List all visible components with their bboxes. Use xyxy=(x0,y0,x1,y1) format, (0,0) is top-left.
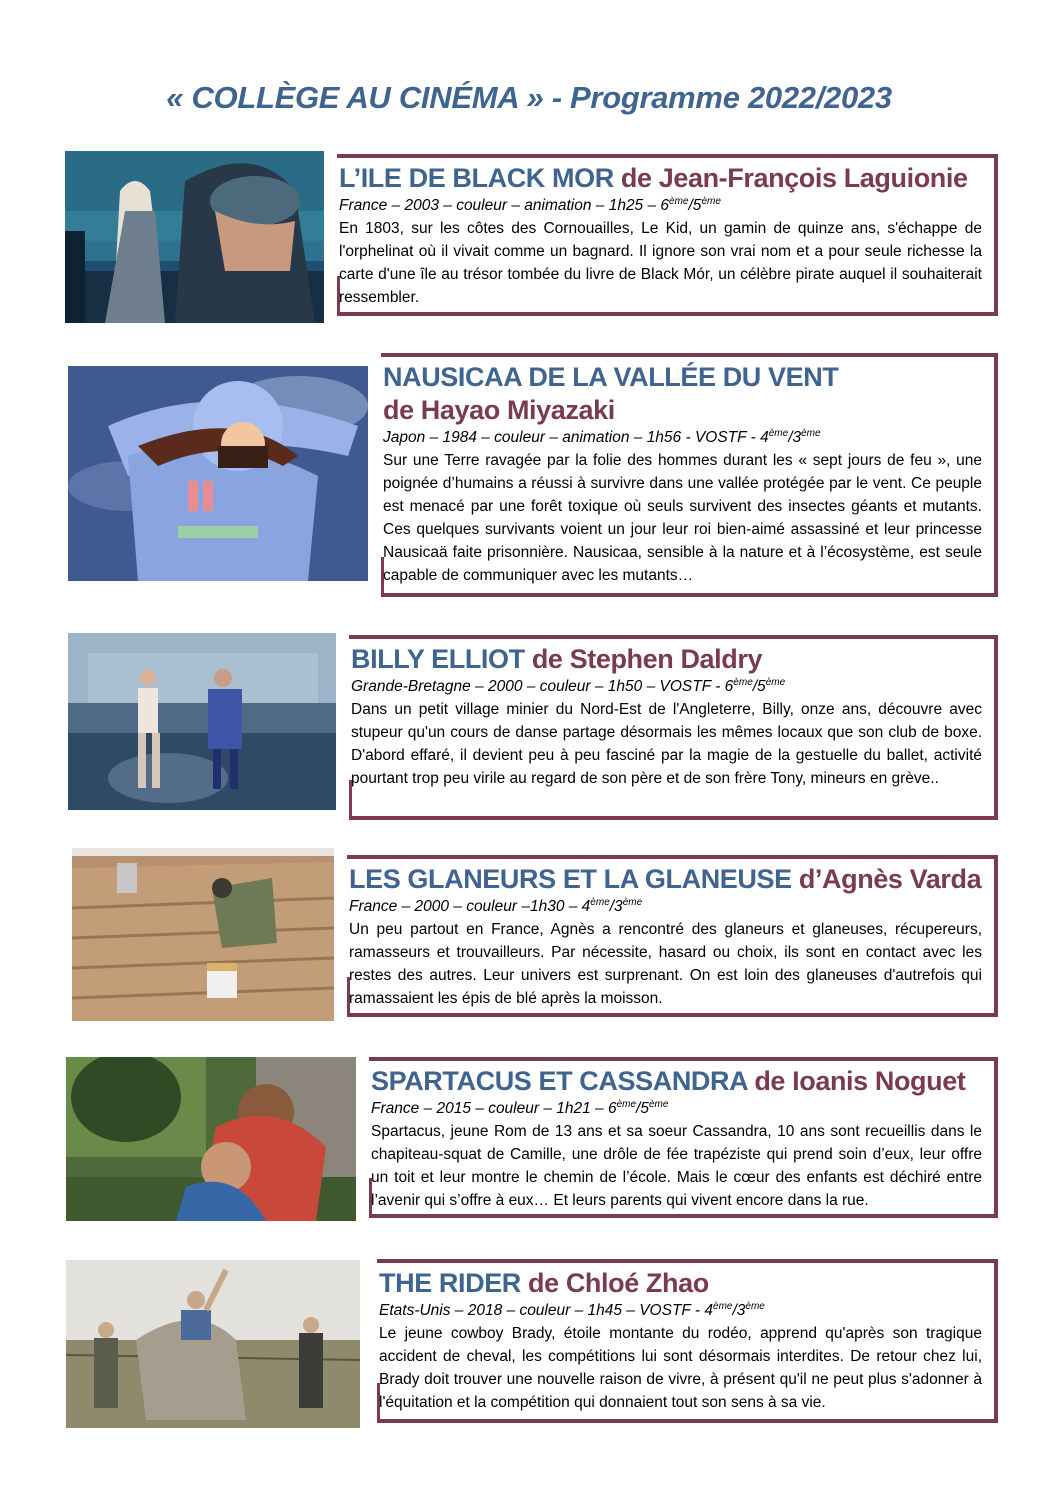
film-director: de Ioanis Noguet xyxy=(747,1066,966,1096)
film-meta: Etats-Unis – 2018 – couleur – 1h45 – VOSTF - 4ème/3ème xyxy=(379,1300,765,1319)
film-synopsis: Spartacus, jeune Rom de 13 ans et sa soeur Cassandra, 10 ans sont recueillis dans le chapiteau-squat de Camille, une drôle de fée trapéziste qui prend soin d’eux, leur offre un toit et leur montre le chemin de l’école. Mais le cœur des enfants est déchiré entre l’avenir qui s’offre à eux… Et leurs parents qui vivent encore dans la rue. xyxy=(371,1123,982,1209)
film-still-the-rider xyxy=(66,1260,360,1428)
film-still-black-mor xyxy=(65,151,324,323)
film-synopsis: Le jeune cowboy Brady, étoile montante du rodéo, apprend qu'après son tragique accident de cheval, les compétitions lui sont désormais interdites. De retour chez lui, Brady doit trouver une nouvelle raison de vivre, à présent qu'il ne peut plus s'adonner à l'équitation et la compétition qui donnaient tout son sens à sa vie. xyxy=(379,1325,982,1411)
film-title: THE RIDER de Chloé Zhao xyxy=(379,1268,709,1298)
film-director: d’Agnès Varda xyxy=(791,864,982,894)
film-meta: Grande-Bretagne – 2000 – couleur – 1h50 – VOSTF - 6ème/5ème xyxy=(351,676,786,695)
film-title: NAUSICAA DE LA VALLÉE DU VENT xyxy=(383,362,839,392)
film-director: de Hayao Miyazaki xyxy=(383,395,615,425)
film-director: de Chloé Zhao xyxy=(520,1268,709,1298)
film-director: de Stephen Daldry xyxy=(524,644,763,674)
film-meta: France – 2003 – couleur – animation – 1h25 – 6ème/5ème xyxy=(339,195,721,214)
film-synopsis: Un peu partout en France, Agnès a rencontré des glaneurs et glaneuses, récupereurs, ramasseurs et trouvailleurs. Par nécessite, hasard ou choix, ils sont en contact avec les restes des autres. Leur univers est surprenant. On est loin des glaneuses d'autrefois qui ramassaient les épis de blé après la moisson. xyxy=(349,921,982,1007)
film-card-black-mor xyxy=(337,154,998,316)
film-card-billy-elliot xyxy=(349,635,998,820)
film-card-nausicaa xyxy=(381,353,998,597)
film-still-billy-elliot xyxy=(68,633,336,810)
film-card-spartacus-cassandra xyxy=(369,1057,998,1218)
film-synopsis: Dans un petit village minier du Nord-Est de l'Angleterre, Billy, onze ans, découvre avec stupeur qu'un cours de danse partage désormais les mêmes locaux que son club de boxe. D'abord effaré, il devient peu à peu fasciné par la magie de la gestuelle du ballet, activité pourtant trop peu virile au regard de son père et de son frère Tony, mineurs en grève.. xyxy=(351,701,982,787)
film-meta: France – 2000 – couleur –1h30 – 4ème/3ème xyxy=(349,896,643,915)
film-meta: France – 2015 – couleur – 1h21 – 6ème/5ème xyxy=(371,1098,669,1117)
page-title: « COLLÈGE AU CINÉMA » - Programme 2022/2023 xyxy=(166,80,892,115)
film-card-glaneurs xyxy=(347,855,998,1017)
film-still-spartacus-cassandra xyxy=(66,1057,356,1221)
film-synopsis: Sur une Terre ravagée par la folie des hommes durant les « sept jours de feu », une poignée d’humains a réussi à survivre dans une vallée protégée par le vent. Ce peuple est menacé par une forêt toxique où seuls survivent des insectes géants et mutants. Ces quelques survivants voient un jour leur roi bien-aimé assassiné et leur princesse Nausicaä faite prisonnière. Nausicaa, sensible à la nature et à l’écosystème, est seule capable de communiquer avec les mutants… xyxy=(383,452,982,584)
film-title: L’ILE DE BLACK MOR de Jean-François Laguionie xyxy=(339,163,968,193)
film-meta: Japon – 1984 – couleur – animation – 1h56 - VOSTF - 4ème/3ème xyxy=(383,427,821,446)
film-title: SPARTACUS ET CASSANDRA de Ioanis Noguet xyxy=(371,1066,966,1096)
film-still-glaneurs xyxy=(72,848,334,1021)
film-card-the-rider xyxy=(377,1259,998,1423)
film-director: de Jean-François Laguionie xyxy=(613,163,968,193)
film-synopsis: En 1803, sur les côtes des Cornouailles, Le Kid, un gamin de quinze ans, s'échappe de l'orphelinat où il vivait comme un bagnard. Il ignore son vrai nom et a pour seule richesse la carte d'une île au trésor tombée du livre de Black Mór, un célèbre pirate auquel il souhaiterait ressembler. xyxy=(339,220,982,306)
film-title: LES GLANEURS ET LA GLANEUSE d’Agnès Varda xyxy=(349,864,982,894)
film-still-nausicaa xyxy=(68,366,368,581)
film-title: BILLY ELLIOT de Stephen Daldry xyxy=(351,644,763,674)
